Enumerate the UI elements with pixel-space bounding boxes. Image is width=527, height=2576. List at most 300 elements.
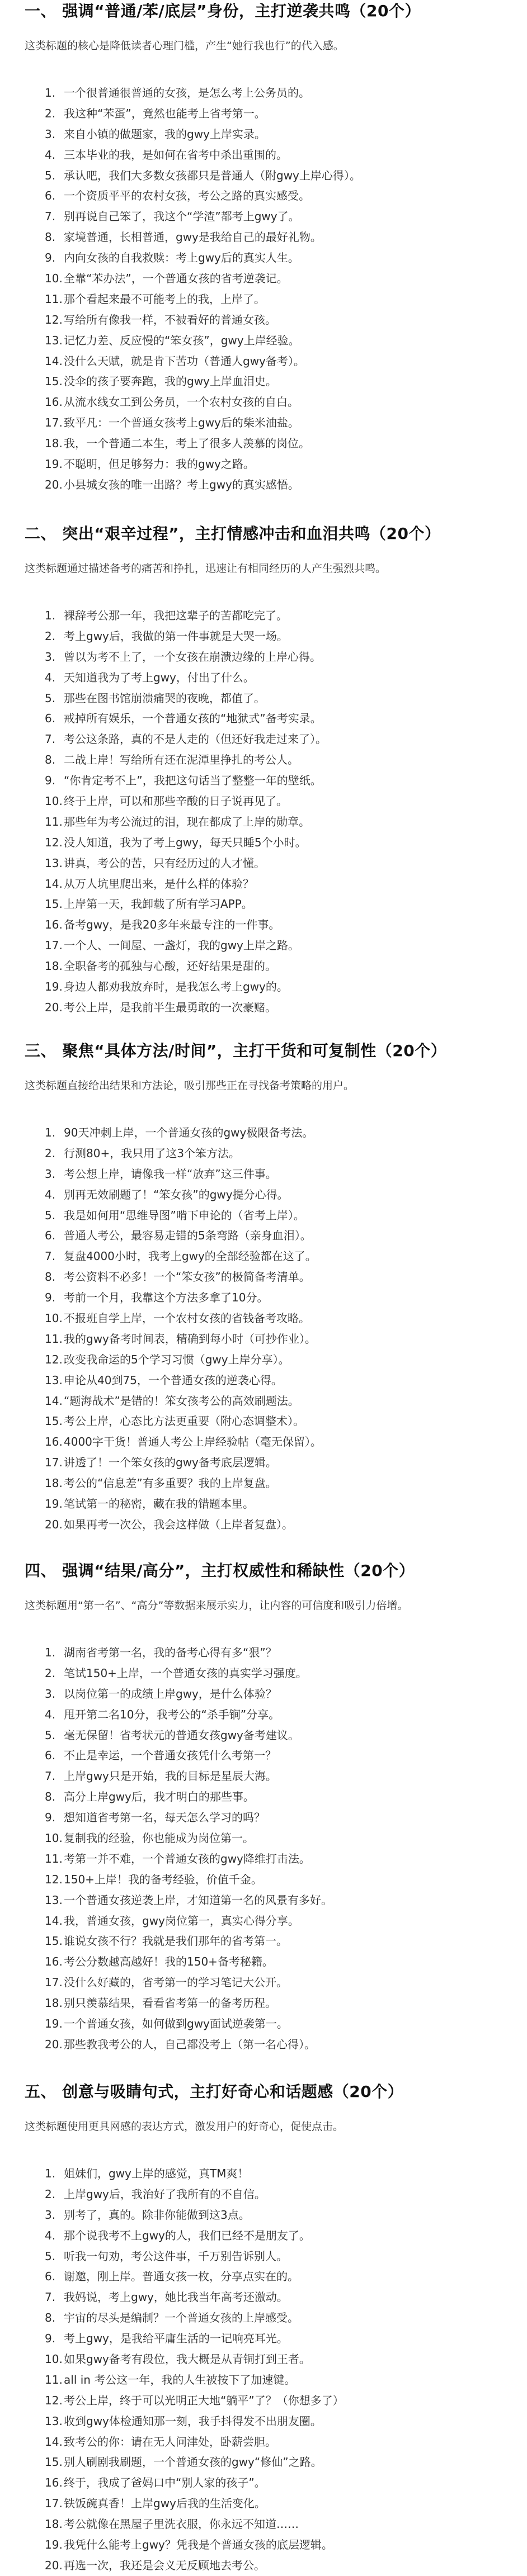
list-item-number: 8. (45, 230, 56, 244)
list-item-text: 考前一个月，我靠这个方法多拿了10分。 (64, 1291, 269, 1305)
list-item-number: 6. (45, 712, 56, 726)
list-item-number: 15. (45, 2455, 63, 2469)
list-item (45, 1663, 505, 1684)
list-item-number: 18. (45, 1476, 63, 1490)
list-item-number: 5. (45, 1728, 56, 1742)
list-item-number: 1. (45, 2167, 56, 2180)
list-item-text: 致考公的你：请在无人问津处，卧薪尝胆。 (64, 2435, 276, 2449)
list-item (45, 977, 505, 997)
list-item-text: 一个很普通很普通的女孩，是怎么考上公务员的。 (64, 86, 310, 100)
list-item (45, 103, 505, 124)
list-item (45, 1329, 505, 1349)
list-item-text: 讲真，考公的苦，只有经历过的人才懂。 (64, 856, 265, 870)
list-item-text: 那些在图书馆崩溃痛哭的夜晚，都值了。 (64, 691, 265, 705)
list-item (45, 1725, 505, 1746)
list-item (45, 1432, 505, 1452)
section-intro: 这类标题通过描述备考的痛苦和挣扎，迅速让有相同经历的人产生强烈共鸣。 (25, 562, 387, 575)
list-item (45, 165, 505, 186)
list-item-text: 裸辞考公那一年，我把这辈子的苦都吃完了。 (64, 609, 288, 622)
list-item (45, 2370, 505, 2390)
list-item (45, 454, 505, 475)
list-item-text: 别考了，真的。除非你能做到这3点。 (64, 2208, 250, 2222)
list-item-number: 11. (45, 1332, 63, 1346)
list-item-number: 13. (45, 333, 63, 347)
list-item (45, 371, 505, 392)
list-item-number: 4. (45, 148, 56, 162)
list-item-text: 考公上岸，心态比方法更重要（附心态调整术）。 (64, 1414, 304, 1428)
section-intro: 这类标题使用更具网感的表达方式，激发用户的好奇心，促使点击。 (25, 2120, 344, 2133)
list-item-text: 考上gwy后，我做的第一件事就是大哭一场。 (64, 629, 288, 643)
list-item-text: 改变我命运的5个学习习惯（gwy上岸分享）。 (64, 1352, 290, 1366)
list-item-text: 以岗位第一的成绩上岸gwy，是什么体验？ (64, 1687, 277, 1701)
list-item (45, 708, 505, 729)
list-item-number: 16. (45, 395, 63, 409)
list-item-number: 20. (45, 477, 63, 491)
list-item-text: 我是如何用“思维导图”啃下申论的（省考上岸）。 (64, 1208, 305, 1222)
list-item (45, 124, 505, 145)
list-item-number: 1. (45, 609, 56, 622)
list-item (45, 956, 505, 977)
list-item-number: 10. (45, 1311, 63, 1325)
list-item (45, 770, 505, 791)
list-item-number: 2. (45, 1666, 56, 1680)
list-item-number: 9. (45, 1811, 56, 1825)
list-item (45, 1143, 505, 1164)
list-item-text: 曾以为考不上了，一个女孩在崩溃边缘的上岸心得。 (64, 650, 321, 664)
list-item (45, 1473, 505, 1494)
list-item-text: 笔试150+上岸，一个普通女孩的真实学习强度。 (64, 1666, 307, 1680)
section-2 (0, 523, 527, 1018)
list-item-text: 如果gwy备考有段位，我大概是从青铜打到王者。 (64, 2352, 310, 2366)
list-item (45, 812, 505, 832)
list-item-text: 来自小镇的做题家，我的gwy上岸实录。 (64, 127, 266, 141)
list-item-text: 我妈说，考上gwy，她比我当年高考还激动。 (64, 2290, 288, 2304)
list-item (45, 1123, 505, 1143)
list-item-number: 11. (45, 1852, 63, 1865)
list-item (45, 2411, 505, 2432)
list-item-text: 从流水线女工到公务员，一个农村女孩的自白。 (64, 395, 299, 409)
list-item-number: 16. (45, 1955, 63, 1969)
list-item-text: 不止是幸运，一个普通女孩凭什么考第一？ (64, 1749, 276, 1763)
list-item-number: 7. (45, 210, 56, 224)
list-item-text: 复盘4000小时，我考上gwy的全部经验都在这了。 (64, 1249, 317, 1263)
list-item (45, 1164, 505, 1185)
list-item-text: 考公分数越高越好！我的150+备考秘籍。 (64, 1955, 274, 1969)
list-item-number: 15. (45, 897, 63, 911)
title-list (25, 1642, 505, 2055)
list-item-number: 17. (45, 1456, 63, 1470)
list-item-text: 没什么好藏的，省考第一的学习笔记大公开。 (64, 1976, 288, 1990)
list-item-text: 再选一次，我还是会义无反顾地去考公。 (64, 2558, 265, 2572)
list-item-number: 14. (45, 1914, 63, 1928)
list-item (45, 1246, 505, 1267)
list-item-number: 4. (45, 670, 56, 684)
list-item-text: 上岸第一天，我卸载了所有学习APP。 (64, 897, 253, 911)
list-item-number: 2. (45, 1146, 56, 1160)
list-item (45, 667, 505, 688)
list-item (45, 688, 505, 709)
list-item-text: 如果再考一次公，我会这样做（上岸者复盘）。 (64, 1517, 293, 1531)
list-item-number: 3. (45, 650, 56, 664)
list-item (45, 1267, 505, 1287)
list-item-number: 3. (45, 1687, 56, 1701)
list-item-number: 2. (45, 629, 56, 643)
list-item-text: 考公资料不必多！一个“笨女孩”的极简备考清单。 (64, 1270, 310, 1284)
list-item-text: 铁饭碗真香！上岸gwy后我的生活变化。 (64, 2497, 266, 2511)
section-intro: 这类标题的核心是降低读者心理门槛，产生“她行我也行”的代入感。 (25, 40, 344, 52)
list-item-number: 16. (45, 2476, 63, 2490)
list-item (45, 915, 505, 935)
list-item (45, 1787, 505, 1807)
list-item (45, 145, 505, 165)
list-item-text: 那些教我考公的人，自己都没考上（第一名心得）。 (64, 2037, 316, 2051)
list-item-text: 那些年为考公流过的泪，现在都成了上岸的勋章。 (64, 815, 310, 828)
title-list (25, 83, 505, 495)
list-item-number: 11. (45, 2373, 63, 2386)
list-item-number: 10. (45, 2352, 63, 2366)
list-item-text: 小县城女孩的唯一出路？考上gwy的真实感悟。 (64, 477, 299, 491)
list-item-number: 17. (45, 1976, 63, 1990)
list-item-text: 考上gwy，是我给平庸生活的一记响亮耳光。 (64, 2332, 288, 2346)
list-item-text: 终于上岸，可以和那些辛酸的日子说再见了。 (64, 794, 288, 808)
list-item-text: 一个普通女孩，如何做到gwy面试逆袭第一。 (64, 2017, 288, 2031)
list-item (45, 1704, 505, 1725)
list-item-number: 19. (45, 1497, 63, 1511)
list-item-number: 9. (45, 774, 56, 788)
list-item-number: 3. (45, 1167, 56, 1181)
list-item-text: 湖南省考第一名，我的备考心得有多“狠”？ (64, 1646, 277, 1659)
list-item-text: 没伞的孩子要奔跑，我的gwy上岸血泪史。 (64, 375, 277, 389)
list-item-text: 不报班自学上岸，一个农村女孩的省钱备考攻略。 (64, 1311, 310, 1325)
list-item-text: 我，一个普通二本生，考上了很多人羡慕的岗位。 (64, 437, 310, 451)
list-item-number: 7. (45, 1249, 56, 1263)
list-item (45, 997, 505, 1018)
list-item-number: 20. (45, 1000, 63, 1014)
list-item (45, 1993, 505, 2014)
list-item (45, 1766, 505, 1787)
list-item (45, 2225, 505, 2246)
list-item (45, 2555, 505, 2576)
list-item (45, 605, 505, 626)
list-item (45, 729, 505, 750)
list-item (45, 206, 505, 227)
list-item-number: 8. (45, 1270, 56, 1284)
list-item-text: 没人知道，我为了考上gwy，每天只睡5个小时。 (64, 835, 307, 849)
list-item (45, 935, 505, 956)
list-item (45, 2535, 505, 2555)
list-item (45, 647, 505, 667)
list-item-number: 20. (45, 2037, 63, 2051)
list-item-text: 申论从40到75，一个普通女孩的逆袭心得。 (64, 1373, 283, 1387)
list-item (45, 2473, 505, 2493)
list-item-number: 19. (45, 457, 63, 471)
list-item-number: 18. (45, 959, 63, 973)
list-item (45, 2390, 505, 2411)
list-item-text: 我凭什么能考上gwy？凭我是个普通女孩的底层逻辑。 (64, 2538, 333, 2552)
list-item-text: 考第一并不难，一个普通女孩的gwy降维打击法。 (64, 1852, 310, 1865)
section-title: 一、 强调“普通/苯/底层”身份，主打逆袭共鸣（20个） (25, 2, 421, 20)
list-item-text: 全靠“苯办法”，一个普通女孩的省考逆袭记。 (64, 272, 288, 286)
list-item-number: 18. (45, 437, 63, 451)
list-item-number: 13. (45, 1893, 63, 1907)
section-intro: 这类标题用“第一名”、“高分”等数据来展示实力，让内容的可信度和吸引力倍增。 (25, 1599, 408, 1612)
list-item-text: 宇宙的尽头是编制？一个普通女孩的上岸感受。 (64, 2311, 299, 2325)
list-item (45, 2432, 505, 2452)
list-item (45, 268, 505, 289)
list-item-text: “你肯定考不上”，我把这句话当了整整一年的壁纸。 (64, 774, 322, 788)
list-item (45, 2205, 505, 2225)
list-item-number: 12. (45, 1872, 63, 1886)
list-item (45, 1411, 505, 1432)
list-item-text: 考公的“信息差”有多重要？我的上岸复盘。 (64, 1476, 277, 1490)
list-item-number: 7. (45, 1769, 56, 1783)
list-item-number: 12. (45, 312, 63, 326)
list-item (45, 1185, 505, 1205)
list-item-text: 上岸gwy只是开始，我的目标是星辰大海。 (64, 1769, 277, 1783)
section-title: 四、 强调“结果/高分”，主打权威性和稀缺性（20个） (25, 1561, 415, 1580)
list-item-text: 别人刷剧我刷题，一个普通女孩的gwy“修仙”之路。 (64, 2455, 322, 2469)
list-item-text: 别只羡慕结果，看看省考第一的备考历程。 (64, 1996, 276, 2010)
list-item-text: 戒掉所有娱乐，一个普通女孩的“地狱式”备考实录。 (64, 712, 322, 726)
list-item (45, 83, 505, 103)
list-item-number: 6. (45, 189, 56, 203)
list-item-text: 一个人、一间屋、一盏灯，我的gwy上岸之路。 (64, 939, 299, 953)
list-item-number: 13. (45, 856, 63, 870)
list-item-text: 我，普通女孩，gwy岗位第一，真实心得分享。 (64, 1914, 299, 1928)
list-item-number: 8. (45, 2311, 56, 2325)
list-item (45, 475, 505, 495)
list-item (45, 1225, 505, 1246)
list-item-number: 10. (45, 272, 63, 286)
list-item-text: “题海战术”是错的！笨女孩考公的高效刷题法。 (64, 1394, 299, 1408)
list-item-number: 10. (45, 794, 63, 808)
list-item-number: 20. (45, 1517, 63, 1531)
list-item (45, 1494, 505, 1514)
list-item (45, 853, 505, 874)
list-item-text: 谢邀，刚上岸。普通女孩一枚，分享点实在的。 (64, 2270, 299, 2284)
list-item (45, 330, 505, 351)
list-item-number: 6. (45, 1229, 56, 1243)
list-item-number: 12. (45, 835, 63, 849)
list-item (45, 2349, 505, 2370)
list-item-number: 5. (45, 2249, 56, 2263)
list-item (45, 1807, 505, 1828)
list-item-text: 内向女孩的自我救赎：考上gwy后的真实人生。 (64, 251, 299, 265)
list-item-text: 家境普通，长相普通，gwy是我给自己的最好礼物。 (64, 230, 322, 244)
list-item-number: 13. (45, 1373, 63, 1387)
list-item-number: 16. (45, 918, 63, 932)
list-item (45, 351, 505, 372)
list-item-text: 我这种“苯蛋”，竟然也能考上省考第一。 (64, 106, 266, 120)
section-4 (0, 1560, 527, 2055)
list-item-text: 听我一句劝，考公这件事，千万别告诉别人。 (64, 2249, 288, 2263)
list-item (45, 2514, 505, 2535)
list-item-number: 19. (45, 2538, 63, 2552)
list-item (45, 1370, 505, 1391)
list-item (45, 289, 505, 310)
list-item (45, 413, 505, 433)
list-item (45, 1745, 505, 1766)
list-item-text: 一个资质平平的农村女孩，考公之路的真实感受。 (64, 189, 310, 203)
list-item-text: 150+上岸！我的备考经验，价值千金。 (64, 1872, 262, 1886)
list-item-text: 高分上岸gwy后，我才明白的那些事。 (64, 1790, 255, 1804)
list-item-number: 6. (45, 1749, 56, 1763)
section-title: 二、 突出“艰辛过程”，主打情感冲击和血泪共鸣（20个） (25, 524, 441, 543)
section-1 (0, 0, 527, 495)
list-item-text: 考公就像在黑屋子里洗衣服，你永远不知道…… (64, 2517, 299, 2531)
list-item-text: 笔试第一的秘密，藏在我的错题本里。 (64, 1497, 254, 1511)
list-item-text: 一个普通女孩逆袭上岸，才知道第一名的风景有多好。 (64, 1893, 332, 1907)
section-title: 三、 聚焦“具体方法/时间”，主打干货和可复制性（20个） (25, 1041, 447, 1060)
list-item-number: 1. (45, 86, 56, 100)
list-item-text: 别再说自己笨了，我这个“学渣”都考上gwy了。 (64, 210, 300, 224)
list-item-text: 致平凡：一个普通女孩考上gwy后的柴米油盐。 (64, 416, 299, 430)
list-item (45, 1205, 505, 1226)
list-item (45, 874, 505, 894)
list-item (45, 626, 505, 647)
list-item-text: 别再无效刷题了！“笨女孩”的gwy提分心得。 (64, 1187, 289, 1201)
list-item (45, 227, 505, 248)
list-item-number: 7. (45, 732, 56, 746)
list-item-number: 11. (45, 292, 63, 306)
list-item-number: 12. (45, 1352, 63, 1366)
list-item-number: 5. (45, 1208, 56, 1222)
list-item-text: 备考gwy，是我20多年来最专注的一件事。 (64, 918, 280, 932)
list-item-text: 没什么天赋，就是肯下苦功（普通人gwy备考）。 (64, 354, 305, 368)
list-item (45, 2266, 505, 2287)
list-item-text: 讲透了！一个笨女孩的gwy备考底层逻辑。 (64, 1456, 277, 1470)
list-item-number: 7. (45, 2290, 56, 2304)
list-item-number: 8. (45, 753, 56, 767)
list-item (45, 310, 505, 330)
list-item-number: 4. (45, 1707, 56, 1721)
list-item-number: 17. (45, 2497, 63, 2511)
list-item (45, 1308, 505, 1329)
title-list (25, 1123, 505, 1535)
list-item-number: 1. (45, 1646, 56, 1659)
list-item-number: 3. (45, 2208, 56, 2222)
list-item-text: 写给所有像我一样，不被看好的普通女孩。 (64, 312, 276, 326)
list-item-text: 那个说我考不上gwy的人，我们已经不是朋友了。 (64, 2228, 310, 2242)
list-item (45, 2287, 505, 2308)
list-item-text: 从万人坑里爬出来，是什么样的体验？ (64, 877, 254, 891)
list-item (45, 433, 505, 454)
list-item-number: 12. (45, 2393, 63, 2407)
list-item-number: 9. (45, 2332, 56, 2346)
list-item-number: 15. (45, 375, 63, 389)
list-item-number: 11. (45, 815, 63, 828)
list-item (45, 1452, 505, 1473)
list-item-number: 14. (45, 2435, 63, 2449)
list-item-text: 4000字干货！普通人考公上岸经验帖（毫无保留）。 (64, 1435, 322, 1449)
list-item-number: 18. (45, 1996, 63, 2010)
list-item (45, 2034, 505, 2055)
list-item-text: 姐妹们，gwy上岸的感觉，真TM爽！ (64, 2167, 249, 2180)
list-item (45, 1911, 505, 1931)
list-item-number: 9. (45, 251, 56, 265)
list-item-text: 普通人考公，最容易走错的5条弯路（亲身血泪）。 (64, 1229, 312, 1243)
list-item-text: 考公想上岸，请像我一样“放弃”这三件事。 (64, 1167, 277, 1181)
title-list (25, 605, 505, 1018)
list-item (45, 1972, 505, 1993)
list-item (45, 2452, 505, 2473)
list-item (45, 1952, 505, 1972)
list-item-text: 承认吧，我们大多数女孩都只是普通人（附gwy上岸心得）。 (64, 168, 361, 182)
list-item (45, 2184, 505, 2205)
list-item-text: 天知道我为了考上gwy，付出了什么。 (64, 670, 255, 684)
list-item-number: 8. (45, 1790, 56, 1804)
list-item-text: 复制我的经验，你也能成为岗位第一。 (64, 1831, 254, 1845)
list-item (45, 2328, 505, 2349)
list-item-number: 20. (45, 2558, 63, 2572)
list-item-text: 不聪明，但足够努力：我的gwy之路。 (64, 457, 255, 471)
list-item (45, 750, 505, 770)
section-title: 五、 创意与吸睛句式，主打好奇心和话题感（20个） (25, 2082, 404, 2101)
list-item-number: 17. (45, 939, 63, 953)
list-item-number: 5. (45, 691, 56, 705)
list-item (45, 248, 505, 268)
list-item-text: 身边人都劝我放弃时，是我怎么考上gwy的。 (64, 980, 288, 994)
list-item (45, 894, 505, 915)
list-item-number: 19. (45, 980, 63, 994)
list-item (45, 1287, 505, 1308)
list-item (45, 392, 505, 413)
list-item (45, 1931, 505, 1952)
list-item-text: 谁说女孩不行？我就是我们那年的省考第一。 (64, 1934, 288, 1948)
section-5 (0, 2081, 527, 2576)
list-item-number: 14. (45, 354, 63, 368)
list-item (45, 1349, 505, 1370)
list-item (45, 1828, 505, 1849)
list-item-number: 6. (45, 2270, 56, 2284)
list-item-number: 4. (45, 2228, 56, 2242)
list-item (45, 1684, 505, 1704)
list-item (45, 2308, 505, 2328)
list-item-number: 15. (45, 1934, 63, 1948)
list-item-number: 19. (45, 2017, 63, 2031)
list-item-number: 13. (45, 2414, 63, 2428)
list-item (45, 1849, 505, 1869)
list-item-text: 90天冲刺上岸，一个普通女孩的gwy极限备考法。 (64, 1126, 314, 1139)
list-item-text: 记忆力差、反应慢的“笨女孩”，gwy上岸经验。 (64, 333, 300, 347)
list-item-number: 9. (45, 1291, 56, 1305)
list-item-number: 14. (45, 877, 63, 891)
list-item-number: 1. (45, 1126, 56, 1139)
list-item-text: 考公上岸，是我前半生最勇敢的一次豪赌。 (64, 1000, 276, 1014)
list-item-text: 那个看起来最不可能考上的我，上岸了。 (64, 292, 265, 306)
list-item-number: 4. (45, 1187, 56, 1201)
list-item-number: 10. (45, 1831, 63, 1845)
list-item (45, 1869, 505, 1890)
list-item (45, 1642, 505, 1663)
list-item-number: 2. (45, 106, 56, 120)
list-item (45, 186, 505, 206)
list-item (45, 791, 505, 812)
list-item-number: 18. (45, 2517, 63, 2531)
list-item-text: 上岸gwy后，我治好了我所有的不自信。 (64, 2187, 266, 2201)
list-item-text: 我的gwy备考时间表，精确到每小时（可抄作业）。 (64, 1332, 316, 1346)
list-item-text: 毫无保留！省考状元的普通女孩gwy备考建议。 (64, 1728, 299, 1742)
list-item (45, 2014, 505, 2034)
section-3 (0, 1040, 527, 1535)
list-item-number: 17. (45, 416, 63, 430)
list-item-number: 15. (45, 1414, 63, 1428)
list-item (45, 2246, 505, 2267)
list-item-number: 16. (45, 1435, 63, 1449)
list-item-number: 5. (45, 168, 56, 182)
list-item (45, 2493, 505, 2514)
list-item-number: 3. (45, 127, 56, 141)
